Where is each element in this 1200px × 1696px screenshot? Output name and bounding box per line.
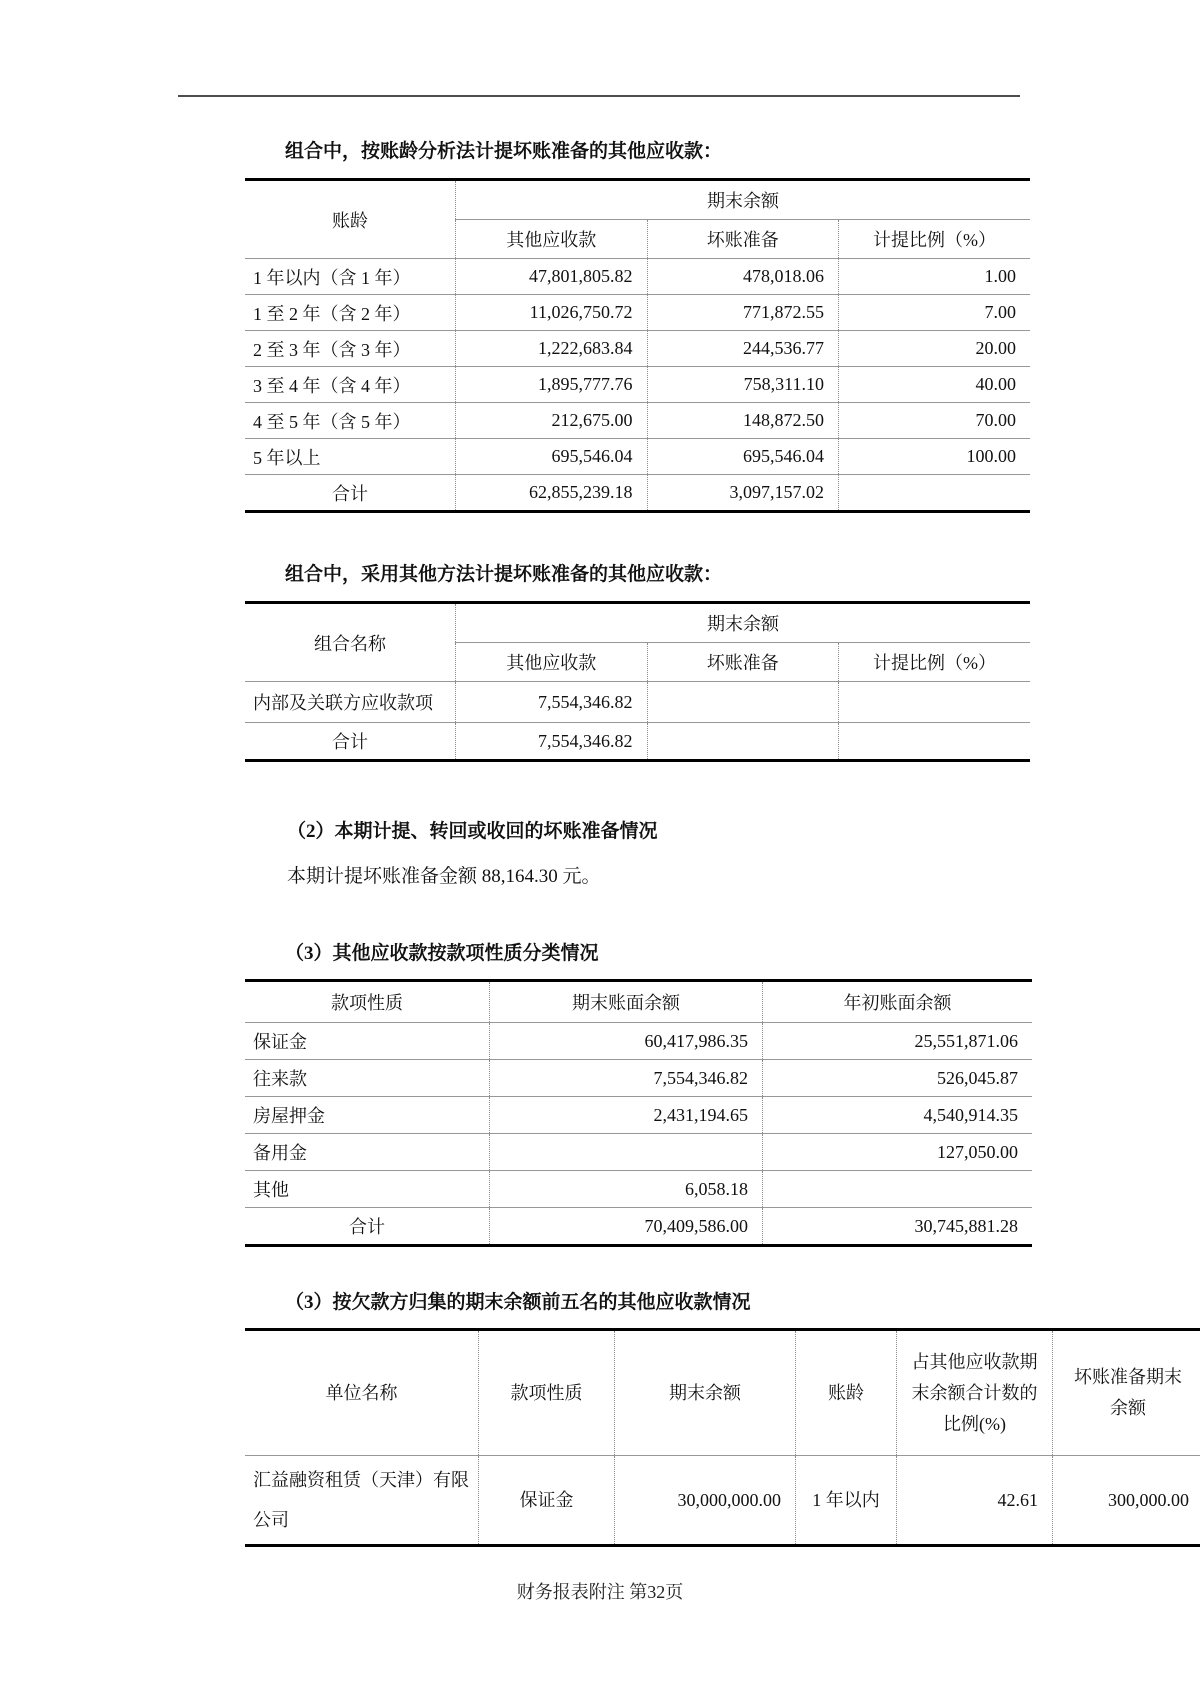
cell-provision-total: 3,097,157.02 [647,475,839,512]
row-label: 内部及关联方应收款项 [245,682,456,723]
table-row [245,259,1030,295]
cell-provision: 148,872.50 [647,403,839,439]
page-content [245,138,1189,1547]
table-row [245,1097,1032,1134]
aging-table [245,178,1030,513]
header-rule [178,95,1020,97]
cell-provision: 478,018.06 [647,259,839,295]
cell-receivable: 7,554,346.82 [456,682,648,723]
cell-aging: 1 年以内 [796,1456,897,1546]
cell-receivable: 695,546.04 [456,439,648,475]
total-label: 合计 [349,1217,385,1237]
col-header-portfolio-name: 组合名称 [245,603,456,682]
row-label: 保证金 [245,1023,490,1060]
table-row [245,1023,1032,1060]
nature-table-title: （3）其他应收款按款项性质分类情况 [285,943,599,964]
page-footer: 财务报表附注 第32页 [516,1582,684,1602]
total-row [245,1208,1032,1246]
cell-ending: 7,554,346.82 [490,1060,763,1097]
row-label: 往来款 [245,1060,490,1097]
col-header-bad-debt-provision: 坏账准备 [647,643,839,682]
nature-header-row [245,981,1032,1023]
cell-ratio: 7.00 [839,295,1031,331]
cell-ending [490,1134,763,1171]
cell-ending: 6,058.18 [490,1171,763,1208]
cell-receivable-total: 62,855,239.18 [456,475,648,512]
table-row [245,1134,1032,1171]
cell-provision-total [647,723,839,761]
col-header-provision-ending: 坏账准备期末余额 [1053,1330,1200,1456]
total-row [245,475,1030,512]
col-header-other-receivables: 其他应收款 [456,643,648,682]
table-row [245,1060,1032,1097]
total-label: 合计 [332,732,368,752]
other-method-table-title: 组合中，采用其他方法计提坏账准备的其他应收款： [285,564,723,585]
cell-beginning: 526,045.87 [763,1060,1033,1097]
col-header-ending-balance-span: 期末余额 [456,180,1031,220]
cell-ratio: 20.00 [839,331,1031,367]
row-label: 房屋押金 [245,1097,490,1134]
col-header-ratio-of-total: 占其他应收款期末余额合计数的比例(%) [897,1330,1053,1456]
cell-beginning-total: 30,745,881.28 [763,1208,1033,1246]
nature-table [245,979,1032,1247]
row-label: 其他 [245,1171,490,1208]
row-label: 1 年以内（含 1 年） [245,259,456,295]
cell-ending-total: 70,409,586.00 [490,1208,763,1246]
cell-ending-balance: 30,000,000.00 [615,1456,796,1546]
cell-provision: 244,536.77 [647,331,839,367]
top5-header-row [245,1330,1200,1456]
other-method-table [245,601,1030,762]
table-row [245,367,1030,403]
row-label: 备用金 [245,1134,490,1171]
cell-ratio: 100.00 [839,439,1031,475]
table-row [245,1456,1200,1546]
cell-ratio: 70.00 [839,403,1031,439]
table-row [245,403,1030,439]
col-header-aging: 账龄 [796,1330,897,1456]
cell-company: 汇益融资租赁（天津）有限公司 [253,1470,469,1530]
cell-provision: 300,000.00 [1053,1456,1200,1546]
col-header-ending-balance-span: 期末余额 [456,603,1031,643]
row-label: 3 至 4 年（含 4 年） [245,367,456,403]
cell-beginning: 25,551,871.06 [763,1023,1033,1060]
row-label: 5 年以上 [245,439,456,475]
row-label: 2 至 3 年（含 3 年） [245,331,456,367]
col-header-provision-ratio: 计提比例（%） [839,220,1031,259]
cell-provision [647,682,839,723]
cell-provision: 758,311.10 [647,367,839,403]
table-row [245,331,1030,367]
cell-ratio: 1.00 [839,259,1031,295]
cell-ratio: 42.61 [897,1456,1053,1546]
aging-header-row-1 [245,180,1030,220]
col-header-provision-ratio: 计提比例（%） [839,643,1031,682]
cell-receivable: 47,801,805.82 [456,259,648,295]
top5-table-title: （3）按欠款方归集的期末余额前五名的其他应收款情况 [285,1292,751,1313]
col-header-bad-debt-provision: 坏账准备 [647,220,839,259]
table-row [245,682,1030,723]
cell-ending: 2,431,194.65 [490,1097,763,1134]
cell-beginning: 4,540,914.35 [763,1097,1033,1134]
other-method-header-row-1 [245,603,1030,643]
row-label: 1 至 2 年（含 2 年） [245,295,456,331]
col-header-ending-balance: 期末余额 [615,1330,796,1456]
col-header-company: 单位名称 [245,1330,479,1456]
cell-beginning [763,1171,1033,1208]
cell-ending: 60,417,986.35 [490,1023,763,1060]
cell-receivable: 212,675.00 [456,403,648,439]
cell-ratio: 40.00 [839,367,1031,403]
provision-section-heading: （2）本期计提、转回或收回的坏账准备情况 [287,821,658,842]
row-label: 4 至 5 年（含 5 年） [245,403,456,439]
col-header-other-receivables: 其他应收款 [456,220,648,259]
col-header-beginning-book-balance: 年初账面余额 [763,981,1033,1023]
table-row [245,439,1030,475]
col-header-nature: 款项性质 [245,981,490,1023]
cell-provision: 771,872.55 [647,295,839,331]
table-row [245,295,1030,331]
col-header-ending-book-balance: 期末账面余额 [490,981,763,1023]
total-label: 合计 [332,483,368,504]
provision-section-body: 本期计提坏账准备金额 88,164.30 元。 [287,866,601,887]
cell-nature: 保证金 [479,1456,615,1546]
cell-receivable: 11,026,750.72 [456,295,648,331]
cell-receivable: 1,895,777.76 [456,367,648,403]
cell-ratio-total [839,723,1031,761]
cell-beginning: 127,050.00 [763,1134,1033,1171]
cell-receivable: 1,222,683.84 [456,331,648,367]
cell-provision: 695,546.04 [647,439,839,475]
top5-table [245,1328,1200,1547]
col-header-aging: 账龄 [245,180,456,259]
table-row [245,1171,1032,1208]
col-header-nature: 款项性质 [479,1330,615,1456]
cell-ratio-total [839,475,1031,512]
cell-receivable-total: 7,554,346.82 [456,723,648,761]
total-row [245,723,1030,761]
aging-table-title: 组合中，按账龄分析法计提坏账准备的其他应收款： [285,141,723,162]
cell-ratio [839,682,1031,723]
